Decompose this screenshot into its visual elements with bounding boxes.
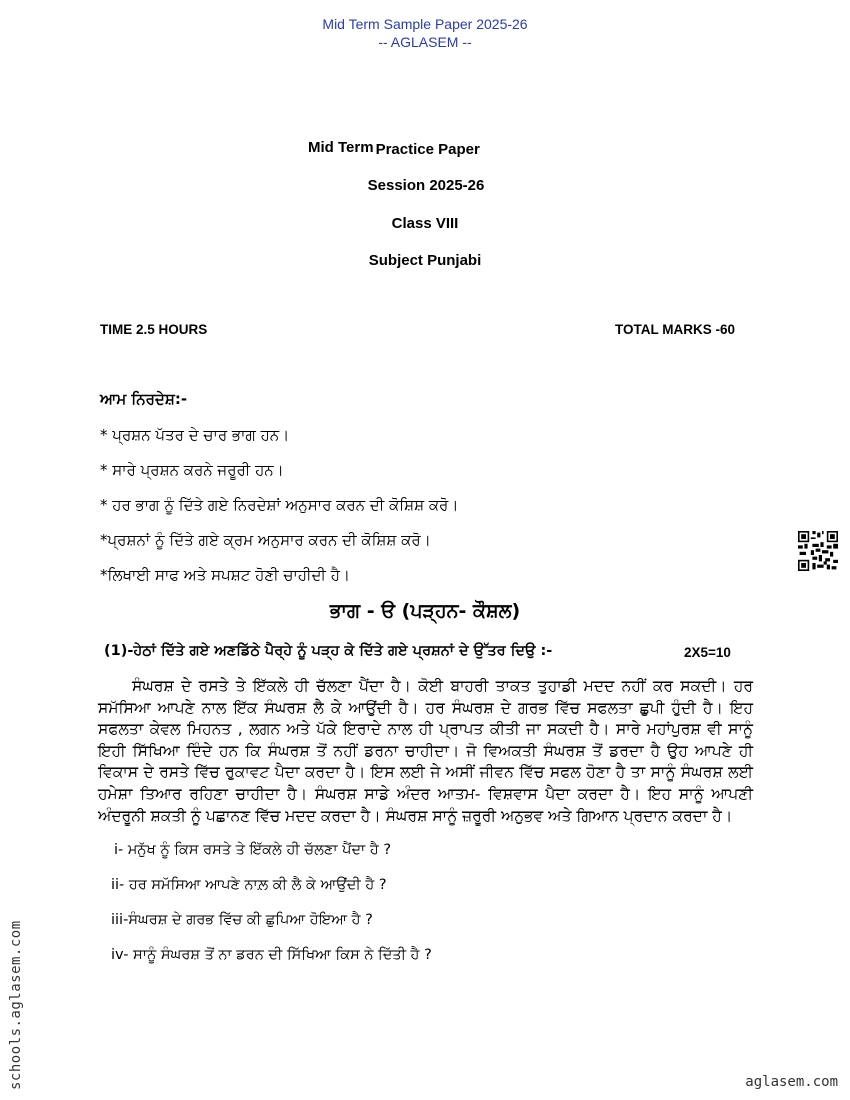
session: Session 2025-26 — [367, 177, 485, 194]
banner-line-2: -- AGLASEM -- — [378, 34, 472, 50]
paper-title-a: Mid Term — [308, 139, 374, 156]
unseen-passage: ਸੰਘਰਸ਼ ਦੇ ਰਸਤੇ ਤੇ ਇੱਕਲੇ ਹੀ ਚੱਲਣਾ ਪੈਂਦਾ ਹੈ। ਕੋਈ ਬਾਹਰੀ ਤਾਕਤ ਤੁਹਾਡੀ ਮਦਦ ਨਹੀਂ ਕਰ ਸਕਦੀ। ਹਰ ਸਮੱਸਿਆ ਆਪਣੇ ਨਾਲ ਇੱਕ ਸੰਘਰਸ਼ ਲੈ ਕੇ ਆਉਂਦੀ ਹੈ। ਹਰ ਸੰਘਰਸ਼ ਦੇ ਗਰਭ ਵਿੱਚ ਸਫਲਤਾ ਛੁਪੀ ਹੁੰਦੀ ਹੈ। ਇਹ ਸਫਲਤਾ ਕੇਵਲ ਮਿਹਨਤ , ਲਗਨ ਅਤੇ ਪੱਕੇ ਇਰਾਦੇ ਨਾਲ ਹੀ ਪ੍ਰਾਪਤ ਕੀਤੀ ਜਾ ਸਕਦੀ ਹੈ। ਸਾਰੇ ਮਹਾਂਪੁਰਸ਼ ਵੀ ਸਾਨੂੰ ਇਹੀ ਸਿੱਖਿਆ ਦਿੰਦੇ ਹਨ ਕਿ ਸੰਘਰਸ਼ ਤੋਂ ਨਹੀਂ ਡਰਨਾ ਚਾਹੀਦਾ। ਜੋ ਵਿਅਕਤੀ ਸੰਘਰਸ਼ ਤੋਂ ਡਰਦਾ ਹੈ ਉਹ ਆਪਣੇ ਹੀ ਵਿਕਾਸ ਦੇ ਰਸਤੇ ਵਿੱਚ ਰੁਕਾਵਟ ਪੈਦਾ ਕਰਦਾ ਹੈ। ਇਸ ਲਈ ਜੇ ਅਸੀਂ ਜੀਵਨ ਵਿੱਚ ਸਫਲ ਹੋਣਾ ਹੈ ਤਾ ਸਾਨੂੰ ਸੰਘਰਸ਼ ਲਈ ਹਮੇਸ਼ਾ ਤਿਆਰ ਰਹਿਣਾ ਚਾਹੀਦਾ ਹੈ। ਸੰਘਰਸ਼ ਸਾਡੇ ਅੰਦਰ ਆਤਮ- ਵਿਸ਼ਵਾਸ ਪੈਦਾ ਕਰਦਾ ਹੈ। ਇਹ ਸਾਨੂੰ ਆਪਣੀ ਅੰਦਰੂਨੀ ਸ਼ਕਤੀ ਨੂੰ ਪਛਾਨਣ ਵਿੱਚ ਮਦਦ ਕਰਦਾ ਹੈ। ਸੰਘਰਸ਼ ਸਾਨੂੰ ਜ਼ਰੂਰੀ ਅਨੁਭਵ ਅਤੇ ਗਿਆਨ ਪ੍ਰਦਾਨ ਕਰਦਾ ਹੈ। — [98, 677, 753, 825]
total-marks: TOTAL MARKS -60 — [615, 322, 736, 337]
section-title: ਭਾਗ - ੳ (ਪੜ੍ਹਨ- ਕੌਸ਼ਲ) — [329, 600, 521, 622]
time-label: TIME 2.5 HOURS — [100, 322, 208, 337]
banner-line-1: Mid Term Sample Paper 2025-26 — [322, 16, 528, 32]
sub-question: iii-ਸੰਘਰਸ਼ ਦੇ ਗਰਭ ਵਿੱਚ ਕੀ ਛੁਪਿਆ ਹੋਇਆ ਹੈ ? — [111, 912, 373, 928]
paper-title-b: Practice Paper — [375, 141, 480, 158]
sub-question: ii- ਹਰ ਸਮੱਸਿਆ ਆਪਣੇ ਨਾਲ਼ ਕੀ ਲੈ ਕੇ ਆਉਂਦੀ ਹੈ ? — [111, 877, 387, 893]
side-watermark: schools.aglasem.com — [8, 920, 24, 1090]
instruction-item: * ਹਰ ਭਾਗ ਨੂੰ ਦਿੱਤੇ ਗਏ ਨਿਰਦੇਸ਼ਾਂ ਅਨੁਸਾਰ ਕਰਨ ਦੀ ਕੋਸ਼ਿਸ਼ ਕਰੋ। — [100, 496, 459, 514]
class: Class VIII — [391, 215, 459, 232]
question-1-label: (1)-ਹੇਠਾਂ ਦਿੱਤੇ ਗਏ ਅਣਡਿੱਠੇ ਪੈਰ੍ਹੇ ਨੂੰ ਪੜ੍ਹ ਕੇ ਦਿੱਤੇ ਗਏ ਪ੍ਰਸ਼ਨਾਂ ਦੇ ਉੱਤਰ ਦਿਉ :- — [104, 643, 553, 659]
instruction-item: * ਪ੍ਰਸ਼ਨ ਪੱਤਰ ਦੇ ਚਾਰ ਭਾਗ ਹਨ। — [100, 426, 290, 444]
instruction-item: *ਲਿਖਾਈ ਸਾਫ ਅਤੇ ਸਪਸ਼ਟ ਹੋਣੀ ਚਾਹੀਦੀ ਹੈ। — [100, 566, 351, 584]
footer-watermark: aglasem.com — [745, 1074, 838, 1090]
instruction-item: * ਸਾਰੇ ਪ੍ਰਸ਼ਨ ਕਰਨੇ ਜਰੂਰੀ ਹਨ। — [100, 461, 284, 479]
instruction-item: *ਪ੍ਰਸ਼ਨਾਂ ਨੂੰ ਦਿੱਤੇ ਗਏ ਕ੍ਰਮ ਅਨੁਸਾਰ ਕਰਨ ਦੀ ਕੋਸ਼ਿਸ਼ ਕਰੋ। — [100, 531, 431, 549]
sub-question: iv- ਸਾਨੂੰ ਸੰਘਰਸ਼ ਤੋਂ ਨਾ ਡਰਨ ਦੀ ਸਿੱਖਿਆ ਕਿਸ ਨੇ ਦਿੱਤੀ ਹੈ ? — [111, 947, 432, 963]
subject: Subject Punjabi — [368, 252, 482, 269]
paper-title — [308, 139, 480, 156]
qr-code-icon[interactable] — [798, 531, 838, 571]
instructions-heading: ਆਮ ਨਿਰਦੇਸ਼:- — [100, 390, 188, 408]
question-1-marks: 2X5=10 — [684, 645, 731, 660]
sub-question: i- ਮਨੁੱਖ ਨੂੰ ਕਿਸ ਰਸਤੇ ਤੇ ਇੱਕਲੇ ਹੀ ਚੱਲਣਾ ਪੈਂਦਾ ਹੈ ? — [114, 842, 392, 858]
